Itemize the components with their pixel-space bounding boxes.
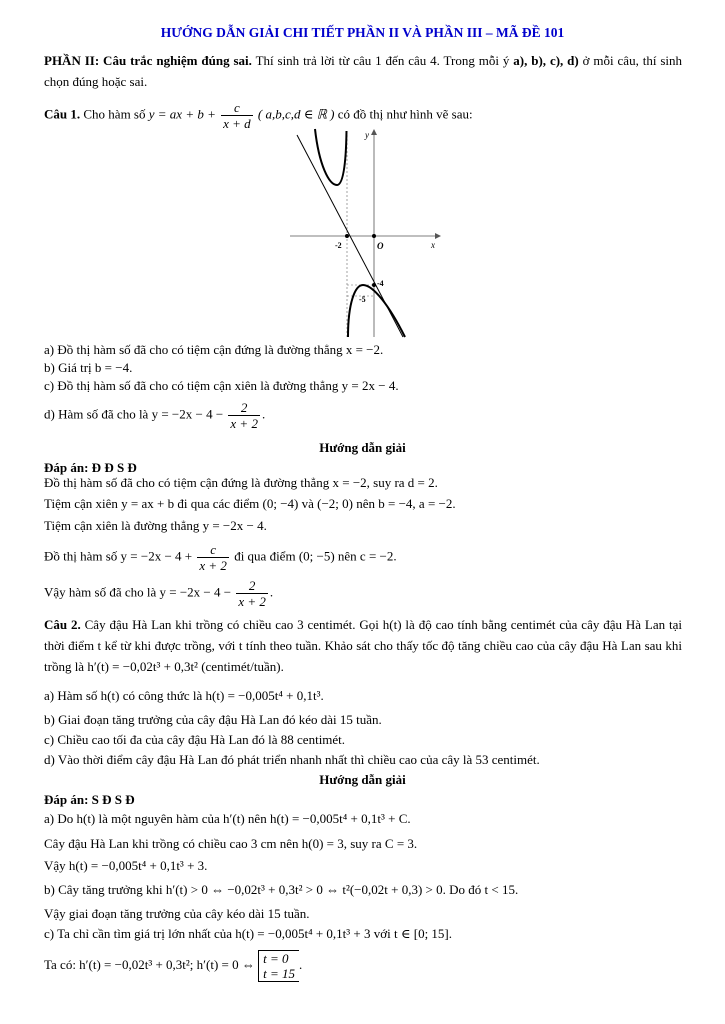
tick-minus4: -4 <box>377 279 384 288</box>
q1-option-d: d) Hàm số đã cho là y = −2x − 4 − $\frac{2}{x + 2}$ . <box>44 400 266 431</box>
q1-fraction: $\frac{c}{x + d}$ <box>223 100 251 131</box>
q2-label: Câu 2. <box>44 617 81 632</box>
intro-text-2: ở mỗi câu, thí sinh chọn đúng hoặc sai. <box>44 53 682 89</box>
y-axis-arrow <box>371 129 377 135</box>
section-intro <box>44 50 682 92</box>
q2-option-b: b) Giai đoạn tăng trưởng của cây đậu Hà Lan đó kéo dài 15 tuần. <box>44 712 382 727</box>
x-axis-arrow <box>435 233 441 239</box>
q1-sol-line-4: Đồ thị hàm số y = −2x − 4 + $\frac{c}{x + 2}$ đi qua điểm (0; −5) nên c = −2. <box>44 542 397 573</box>
section-heading: PHẦN II: Câu trắc nghiệm đúng sai. <box>44 53 252 68</box>
tick-minus5: -5 <box>359 295 366 304</box>
q1-solution-heading: Hướng dẫn giải <box>319 440 406 455</box>
y-label: y <box>365 130 369 140</box>
q2-option-c: c) Chiều cao tối đa của cây đậu Hà Lan đó là 88 centimét. <box>44 732 346 747</box>
q1-label: Câu 1. <box>44 106 81 122</box>
point-origin <box>372 234 376 238</box>
tick-minus2: -2 <box>335 241 342 250</box>
q1-sol-line-1: Đồ thị hàm số đã cho có tiệm cận đứng là đường thẳng x = −2, suy ra d = 2. <box>44 475 438 490</box>
case-bracket: t = 0 t = 15 <box>258 950 299 982</box>
q1-sol-line-5: Vậy hàm số đã cho là y = −2x − 4 − $\frac{2}{x + 2}$ . <box>44 578 274 609</box>
q2-option-d: d) Vào thời điểm cây đậu Hà Lan đó phát triển nhanh nhất thì chiều cao của cây là 53 centimét. <box>44 752 540 767</box>
q1-answer: Đáp án: Đ Đ S Đ <box>44 460 137 475</box>
intro-options: a), b), c), d) <box>513 53 579 68</box>
curve-left-branch <box>315 129 347 185</box>
point-minus2 <box>345 234 349 238</box>
q2-sol-line-5: Vậy giai đoạn tăng trưởng của cây kéo dài 15 tuần. <box>44 906 310 921</box>
q2-option-a: a) Hàm số h(t) có công thức là h(t) = −0,005t⁴ + 0,1t³. <box>44 688 324 703</box>
point-minus4 <box>372 283 376 287</box>
q1-sol-line-2: Tiệm cận xiên y = ax + b đi qua các điểm (0; −4) và (−2; 0) nên b = −4, a = −2. <box>44 496 456 511</box>
q1-statement: Câu 1. Cho hàm số y = ax + b + $\frac{c}{x + d}$ ( a,b,c,d ∈ ℝ ) có đồ thị như hình vẽ sau: <box>44 100 473 131</box>
q2-sol-line-6: c) Ta chỉ cần tìm giá trị lớn nhất của h(t) = −0,005t⁴ + 0,1t³ + 3 với t ∈ [0; 15]. <box>44 926 453 941</box>
origin-label: O <box>377 241 384 251</box>
x-label: x <box>431 240 435 250</box>
q2-sol-line-3: Vậy h(t) = −0,005t⁴ + 0,1t³ + 3. <box>44 858 208 873</box>
q1-option-c: c) Đồ thị hàm số đã cho có tiệm cận xiên là đường thẳng y = 2x − 4. <box>44 378 399 393</box>
q2-sol-line-1: a) Do h(t) là một nguyên hàm của h′(t) nên h(t) = −0,005t⁴ + 0,1t³ + C. <box>44 811 411 826</box>
q2-solution-heading: Hướng dẫn giải <box>319 772 406 787</box>
q1-sol-line-3: Tiệm cận xiên là đường thẳng y = −2x − 4. <box>44 518 267 533</box>
q2-sol-line-4: b) Cây tăng trưởng khi h′(t) > 0 ⇔ −0,02t³ + 0,3t² > 0 ⇔ t²(−0,02t + 0,3) > 0. Do đó t < 15. <box>44 882 519 897</box>
q2-answer: Đáp án: S Đ S Đ <box>44 792 135 807</box>
intro-text-1: Thí sinh trả lời từ câu 1 đến câu 4. Trong mỗi ý <box>251 53 514 68</box>
curve-right-branch <box>348 285 405 337</box>
q1-option-a: a) Đồ thị hàm số đã cho có tiệm cận đứng là đường thẳng x = −2. <box>44 342 384 357</box>
q2-sol-line-2: Cây đậu Hà Lan khi trồng có chiều cao 3 cm nên h(0) = 3, suy ra C = 3. <box>44 836 418 851</box>
q2-statement: Câu 2. Cây đậu Hà Lan khi trồng có chiều cao 3 centimét. Gọi h(t) là độ cao tính bằng centimét của cây đậu Hà Lan tại thời điểm t kể từ khi được trồng, với t tính theo tuần. Khảo sát cho thấy tốc độ tăng chiều cao của cây đậu Hà Lan sau khi trồng là h′(t) = −0,02t³ + 0,3t² (centimét/tuần). <box>44 617 682 674</box>
q2-sol-line-7: Ta có: h′(t) = −0,02t³ + 0,3t²; h′(t) = 0 ⇔ t = 0 t = 15 . <box>44 951 303 981</box>
page-title: HƯỚNG DẪN GIẢI CHI TIẾT PHẦN II VÀ PHẦN III – MÃ ĐỀ 101 <box>160 25 565 40</box>
q1-option-b: b) Giá trị b = −4. <box>44 360 133 375</box>
q1-graph <box>285 125 445 340</box>
